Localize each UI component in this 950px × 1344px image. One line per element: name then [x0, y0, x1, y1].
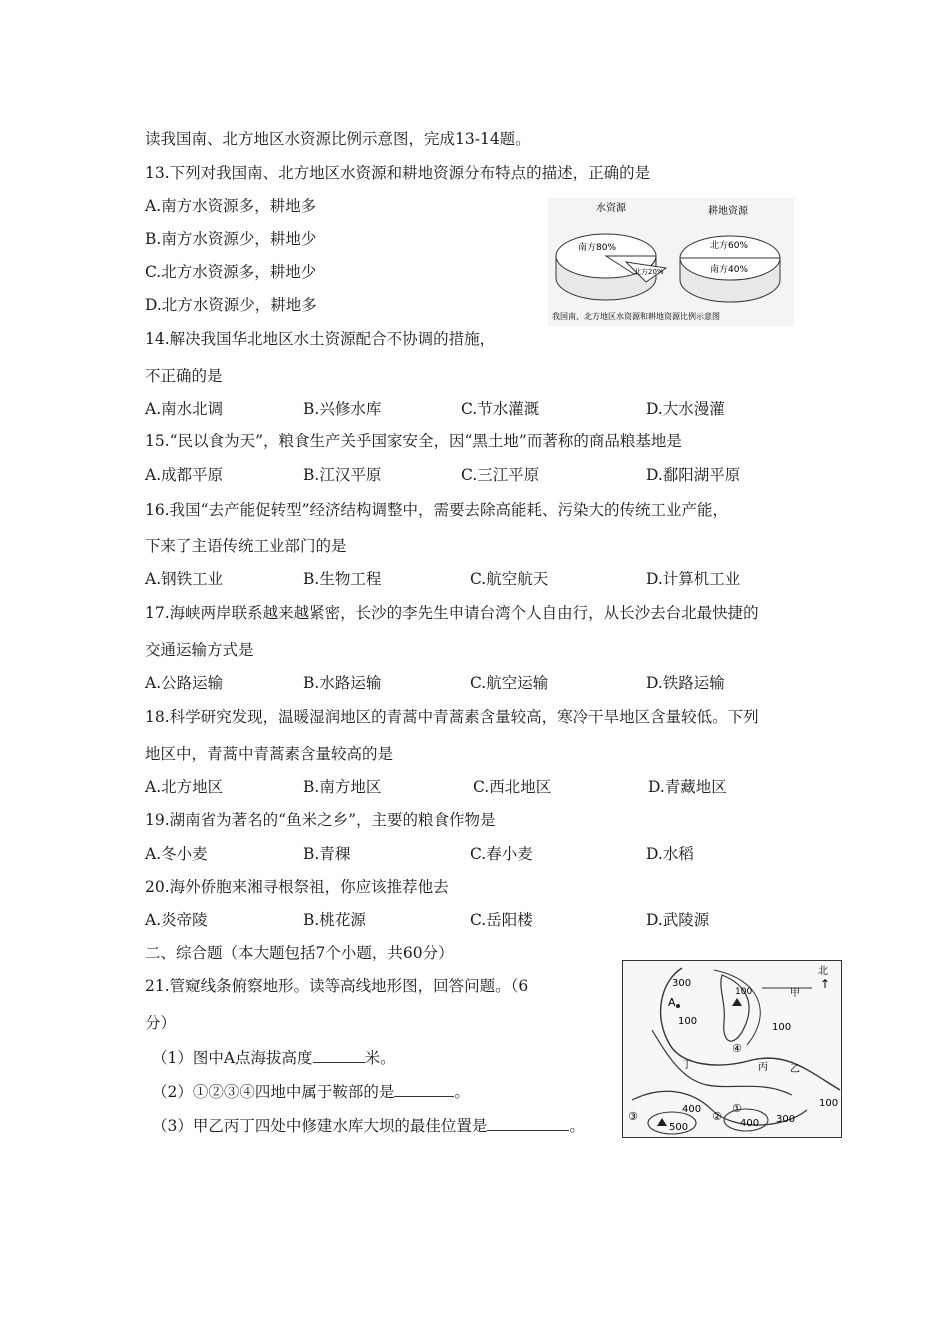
- intro-text: 读我国南、北方地区水资源比例示意图，完成13-14题。: [145, 130, 531, 148]
- question-14-option-d[interactable]: D.大水漫灌: [646, 400, 725, 418]
- question-18-option-b[interactable]: B.南方地区: [303, 778, 382, 796]
- land-south-label: 南方40%: [710, 265, 749, 275]
- question-18-option-c[interactable]: C.西北地区: [473, 778, 552, 796]
- point-a-dot: [676, 1004, 680, 1008]
- question-18-option-a[interactable]: A.北方地区: [145, 778, 224, 796]
- question-17-option-a[interactable]: A.公路运输: [145, 674, 224, 692]
- question-21-sub-2-pre: （2）①②③④四地中属于鞍部的是: [152, 1083, 395, 1101]
- mark-1: ①: [732, 1102, 742, 1115]
- land-title: 耕地资源: [708, 206, 748, 217]
- question-16-option-c[interactable]: C.航空航天: [470, 570, 549, 588]
- contour-label-peak: 100: [735, 987, 753, 997]
- question-20-option-b[interactable]: B.桃花源: [303, 911, 366, 929]
- point-a-label: A: [668, 996, 676, 1009]
- north-arrow-icon: ↑: [820, 977, 831, 991]
- question-21-sub-2-post: 。: [454, 1083, 470, 1101]
- question-15-option-a[interactable]: A.成都平原: [145, 466, 224, 484]
- question-21-sub-1: [152, 1048, 396, 1068]
- water-land-resource-figure: [548, 198, 794, 326]
- question-13-stem: 13.下列对我国南、北方地区水资源和耕地资源分布特点的描述，正确的是: [145, 164, 651, 182]
- contour-label-100-w: 100: [678, 1016, 698, 1027]
- contour-label-400-w: 400: [682, 1104, 702, 1115]
- mark-2: ②: [712, 1110, 722, 1123]
- contour-label-300-s: 300: [776, 1114, 796, 1125]
- question-15-stem: 15.“民以食为天”，粮食生产关乎国家安全，因“黑土地”而著称的商品粮基地是: [145, 432, 682, 450]
- place-bing: 丙: [758, 1062, 768, 1073]
- question-17-option-d[interactable]: D.铁路运输: [646, 674, 725, 692]
- question-13-option-d[interactable]: D.北方水资源少，耕地多: [145, 296, 317, 314]
- question-14-stem-line1: 14.解决我国华北地区水土资源配合不协调的措施，: [145, 330, 496, 348]
- place-jia: 甲: [790, 988, 800, 999]
- land-north-label: 北方60%: [710, 241, 749, 251]
- question-21-sub-3-pre: （3）甲乙丙丁四处中修建水库大坝的最佳位置是: [152, 1117, 488, 1135]
- question-21-sub-1-post: 米。: [364, 1049, 396, 1067]
- contour-label-300-nw: 300: [672, 978, 692, 989]
- question-18-stem-line1: 18.科学研究发现，温暖湿润地区的青蒿中青蒿素含量较高，寒冷干旱地区含量较低。下列: [145, 708, 759, 726]
- water-land-pie-svg: [548, 198, 794, 326]
- question-16-option-d[interactable]: D.计算机工业: [646, 570, 741, 588]
- question-21-sub-3-post: 。: [569, 1117, 585, 1135]
- question-19-option-b[interactable]: B.青稞: [303, 845, 351, 863]
- question-20-option-a[interactable]: A.炎帝陵: [145, 911, 208, 929]
- mark-4: ④: [732, 1042, 742, 1055]
- question-20-stem: 20.海外侨胞来湘寻根祭祖，你应该推荐他去: [145, 878, 449, 896]
- question-21-sub-1-pre: （1）图中A点海拔高度: [152, 1049, 313, 1067]
- section-2-heading: 二、综合题（本大题包括7个小题，共60分）: [145, 944, 454, 962]
- contour-label-100-se: 100: [819, 1098, 839, 1109]
- water-north-label: 北方20%: [634, 268, 664, 276]
- question-18-option-d[interactable]: D.青藏地区: [648, 778, 727, 796]
- question-13-option-c[interactable]: C.北方水资源多，耕地少: [145, 263, 317, 281]
- question-19-option-c[interactable]: C.春小麦: [470, 845, 533, 863]
- question-21-sub-2: [152, 1082, 470, 1102]
- question-15-option-c[interactable]: C.三江平原: [461, 466, 540, 484]
- question-16-option-a[interactable]: A.钢铁工业: [145, 570, 224, 588]
- question-20-option-c[interactable]: C.岳阳楼: [470, 911, 533, 929]
- question-21-stem-line1: 21.管窥线条俯察地形。读等高线地形图，回答问题。（6: [145, 977, 529, 995]
- place-yi: 乙: [790, 1064, 800, 1075]
- question-14-stem-line2: 不正确的是: [145, 367, 223, 385]
- contour-label-400-e: 400: [740, 1118, 760, 1129]
- question-17-stem-line1: 17.海峡两岸联系越来越紧密，长沙的李先生申请台湾个人自由行，从长沙去台北最快捷的: [145, 604, 759, 622]
- question-18-stem-line2: 地区中，青蒿中青蒿素含量较高的是: [145, 745, 394, 763]
- figure-caption: 我国南、北方地区水资源和耕地资源比例示意图: [552, 312, 720, 321]
- question-19-option-d[interactable]: D.水稻: [646, 845, 694, 863]
- question-15-option-b[interactable]: B.江汉平原: [303, 466, 382, 484]
- question-14-option-a[interactable]: A.南水北调: [145, 400, 224, 418]
- question-14-option-c[interactable]: C.节水灌溉: [461, 400, 540, 418]
- question-14-option-b[interactable]: B.兴修水库: [303, 400, 382, 418]
- question-19-option-a[interactable]: A.冬小麦: [145, 845, 208, 863]
- contour-label-500: 500: [669, 1122, 689, 1133]
- question-17-stem-line2: 交通运输方式是: [145, 641, 254, 659]
- question-13-option-b[interactable]: B.南方水资源少，耕地少: [145, 230, 317, 248]
- question-16-stem-line2: 下来了主语传统工业部门的是: [145, 537, 347, 555]
- contour-map-svg: [622, 960, 842, 1138]
- water-title: 水资源: [596, 203, 626, 214]
- mark-3: ③: [628, 1110, 638, 1123]
- question-21-sub-2-blank[interactable]: [394, 1082, 454, 1097]
- contour-map-figure: [622, 960, 842, 1138]
- question-16-stem-line1: 16.我国“去产能促转型”经济结构调整中，需要去除高能耗、污染大的传统工业产能，: [145, 501, 729, 519]
- question-21-sub-3: [152, 1116, 585, 1136]
- question-17-option-b[interactable]: B.水路运输: [303, 674, 382, 692]
- question-21-stem-line2: 分）: [145, 1014, 177, 1032]
- north-label: 北: [818, 966, 828, 977]
- water-south-label: 南方80%: [578, 243, 617, 253]
- contour-label-100-e: 100: [772, 1022, 792, 1033]
- question-15-option-d[interactable]: D.鄱阳湖平原: [646, 466, 741, 484]
- question-20-option-d[interactable]: D.武陵源: [646, 911, 710, 929]
- question-13-option-a[interactable]: A.南方水资源多，耕地多: [145, 197, 317, 215]
- question-17-option-c[interactable]: C.航空运输: [470, 674, 549, 692]
- question-21-sub-1-blank[interactable]: [313, 1048, 365, 1063]
- place-ding: 丁: [682, 1060, 692, 1071]
- question-19-stem: 19.湖南省为著名的“鱼米之乡”，主要的粮食作物是: [145, 811, 496, 829]
- question-21-sub-3-blank[interactable]: [487, 1116, 569, 1131]
- question-16-option-b[interactable]: B.生物工程: [303, 570, 382, 588]
